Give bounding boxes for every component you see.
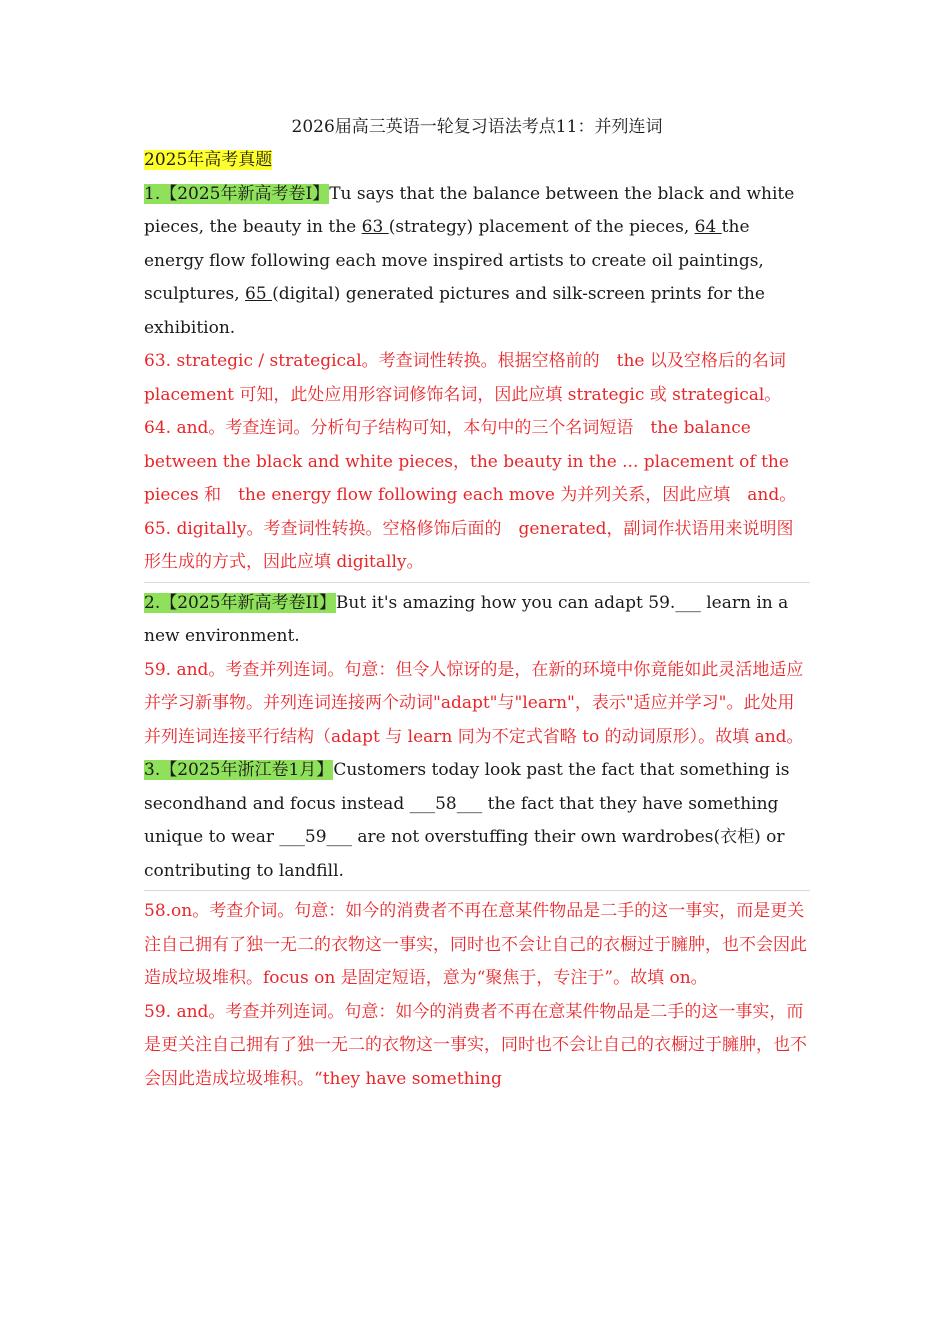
question-1 [144, 178, 810, 346]
answer-65: 65. digitally。考查词性转换。空格修饰后面的 generated，副词作状语用来说明图形生成的方式，因此应填 digitally。 [144, 518, 794, 572]
question-3-text: Customers today look past the fact that something is secondhand and focus instead ___58___ the fact that they have something unique to wear ___59___ are not overstuffing their own wardrobes(衣柜) or contributing to landfill. [144, 760, 790, 881]
question-1-text-part-1: Tu says that the balance between the black and white pieces, the beauty in the [144, 183, 795, 237]
question-1-text-part-3: the energy flow following each move inspired artists to create oil paintings, sculptures, [144, 217, 764, 304]
question-2 [144, 587, 810, 654]
section-heading [144, 144, 810, 178]
answer-64: 64. and。考查连词。分析句子结构可知，本句中的三个名词短语 the balance between the black and white pieces，the beauty in the ... placement of the pieces 和 the energy flow following each move 为并列关系，因此应填 and。 [144, 418, 797, 505]
section-heading-text: 2025年高考真题 [144, 150, 273, 170]
question-1-text-part-2: (strategy) placement of the pieces, [388, 217, 695, 237]
blank-63: 63 [361, 217, 389, 237]
document-page [144, 112, 810, 1096]
question-2-tag: 2.【2025年新高考卷II】 [144, 592, 336, 613]
answer-63: 63. strategic / strategical。考查词性转换。根据空格前的 the 以及空格后的名词 placement 可知，此处应用形容词修饰名词，因此应填 strategic 或 strategical。 [144, 351, 786, 405]
question-2-text: But it's amazing how you can adapt 59.___ learn in a new environment. [144, 592, 789, 646]
answer-q3-58: 58.on。考查介词。句意：如今的消费者不再在意某件物品是二手的这一事实，而是更关注自己拥有了独一无二的衣物这一事实，同时也不会让自己的衣橱过于臃肿，也不会因此造成垃圾堆积。focus on 是固定短语，意为“聚焦于，专注于”。故填 on。 [144, 901, 807, 988]
question-3-tag: 3.【2025年浙江卷1月】 [144, 760, 334, 780]
answer-q2-59: 59. and。考查并列连词。句意：但令人惊讶的是，在新的环境中你竟能如此灵活地适应并学习新事物。并列连词连接两个动词"adapt"与"learn"，表示"适应并学习"。此处用并列连词连接平行结构（adapt 与 learn 同为不定式省略 to 的动词原形）。故填 and。 [144, 659, 804, 747]
question-1-tag: 1.【2025年新高考卷I】 [144, 183, 330, 204]
page-title: 2026届高三英语一轮复习语法考点11：并列连词 [291, 117, 663, 137]
question-1-text-part-4: (digital) generated pictures and silk-screen prints for the exhibition. [144, 284, 765, 338]
blank-65: 65 [245, 284, 273, 304]
divider [144, 582, 810, 583]
divider [144, 890, 810, 891]
blank-64: 64 [694, 217, 722, 237]
answer-q3-59: 59. and。考查并列连词。句意：如今的消费者不再在意某件物品是二手的这一事实，而是更关注自己拥有了独一无二的衣物这一事实，同时也不会让自己的衣橱过于臃肿，也不会因此造成垃圾堆积。“they have something [144, 1001, 807, 1089]
question-3 [144, 754, 810, 888]
